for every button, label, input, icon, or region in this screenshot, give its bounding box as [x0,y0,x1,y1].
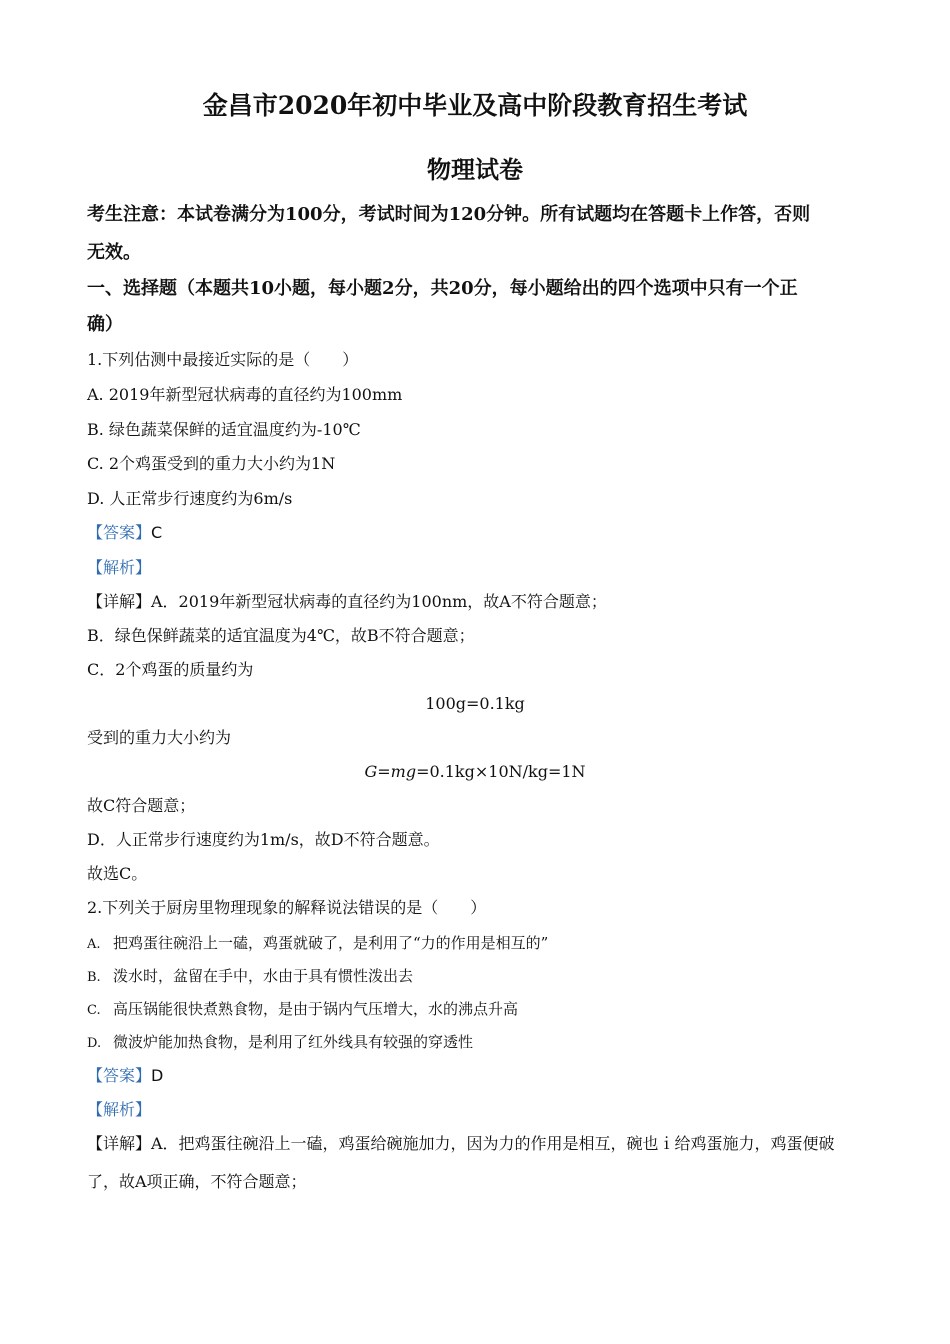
section-heading-line-2: 确） [87,314,123,335]
section-heading-line-1: 一、选择题（本题共10小题，每小题2分，共20分，每小题给出的四个选项中只有一个正 [87,278,798,299]
gravity-line: 受到的重力大小约为 [87,728,232,747]
formula-gravity [0,761,950,783]
question-2-answer [87,1065,870,1087]
formula-equals: = [377,762,391,781]
question-2-stem: 2.下列关于厨房里物理现象的解释说法错误的是（ ） [87,898,487,917]
question-1-final-choice: 故选C。 [87,864,148,883]
question-2-option-d [87,1031,870,1055]
option-text: 微波炉能加热食物，是利用了红外线具有较强的穿透性 [113,1033,474,1051]
formula-result: =0.1kg×10N/kg=1N [416,762,586,781]
answer-tag: 【答案】 [87,523,152,542]
exam-title: 金昌市2020年初中毕业及高中阶段教育招生考试 [202,91,748,120]
question-1-detail-d: D．人正常步行速度约为1m/s，故D不符合题意。 [87,830,440,849]
question-1-option-c: C. 2个鸡蛋受到的重力大小约为1N [87,454,336,473]
notice-line-2: 无效。 [87,242,141,263]
option-text: 把鸡蛋往碗沿上一磕，鸡蛋就破了，是利用了“力的作用是相互的” [113,934,549,952]
question-2-detail-line-2: 了，故A项正确，不符合题意； [87,1172,307,1191]
question-1-option-a: A. 2019年新型冠状病毒的直径约为100mm [87,385,403,404]
option-letter: A. [87,937,101,952]
question-1-option-d: D. 人正常步行速度约为6m/s [87,489,293,508]
question-2-option-c [87,998,870,1022]
answer-value: C [151,523,163,542]
question-1-option-b: B. 绿色蔬菜保鲜的适宜温度约为-10℃ [87,420,361,439]
answer-tag: 【答案】 [87,1066,152,1085]
exam-subtitle: 物理试卷 [427,155,523,184]
option-letter: D. [87,1036,102,1051]
option-letter: C. [87,1003,101,1018]
formula-g-symbol: G [364,762,378,781]
formula-mg-symbol: mg [390,762,417,781]
formula-mass: 100g=0.1kg [425,694,525,713]
option-letter: B. [87,970,101,985]
question-2-option-a [87,932,870,956]
question-2-option-b [87,965,870,989]
question-2-analysis-tag: 【解析】 [87,1100,152,1119]
question-2-detail-line-1: 【详解】A．把鸡蛋往碗沿上一磕，鸡蛋给碗施加力，因为力的作用是相互，碗也ｉ给鸡蛋施力，鸡蛋便破 [87,1134,835,1153]
question-1-conclusion-c: 故C符合题意； [87,796,196,815]
option-text: 高压锅能很快煮熟食物，是由于锅内气压增大，水的沸点升高 [113,1000,519,1018]
question-1-detail-a: 【详解】A．2019年新型冠状病毒的直径约为100nm，故A不符合题意； [87,592,607,611]
question-1-analysis-tag: 【解析】 [87,558,152,577]
question-1-answer [87,522,870,544]
question-1-stem: 1.下列估测中最接近实际的是（ ） [87,350,359,369]
question-1-detail-b: B．绿色保鲜蔬菜的适宜温度为4℃，故B不符合题意； [87,626,475,645]
answer-value: D [151,1066,164,1085]
option-text: 泼水时，盆留在手中，水由于具有惯性泼出去 [113,967,414,985]
question-1-detail-c: C．2个鸡蛋的质量约为 [87,660,254,679]
notice-line-1: 考生注意：本试卷满分为100分，考试时间为120分钟。所有试题均在答题卡上作答，否则 [87,204,811,225]
